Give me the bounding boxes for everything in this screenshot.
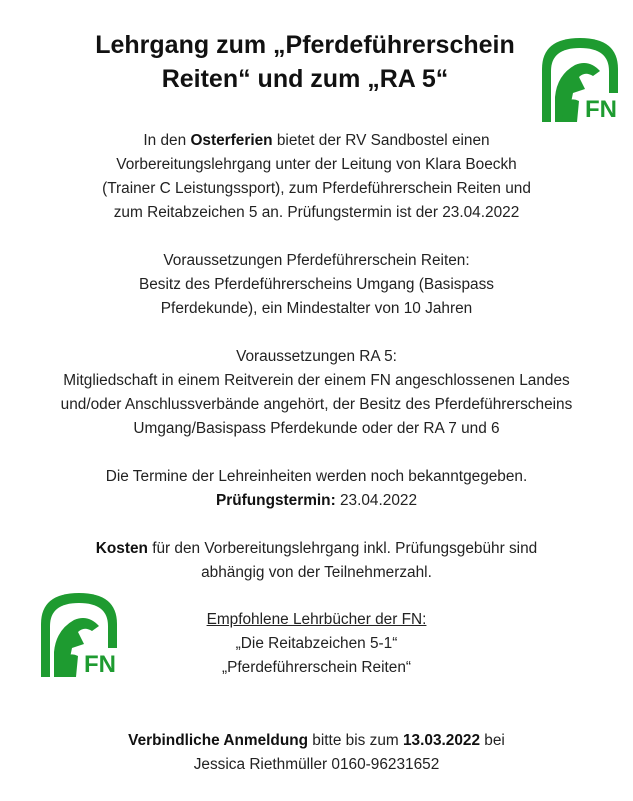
dates-paragraph	[0, 465, 633, 513]
books-paragraph	[0, 608, 633, 680]
registration-contact: Jessica Riethmüller 0160-96231652	[193, 756, 440, 773]
registration-deadline: 13.03.2022	[402, 732, 481, 749]
requirements-ra5	[0, 345, 633, 441]
registration-line-1: Verbindliche Anmeldung bitte bis zum 13.03.2022 bei	[128, 732, 505, 749]
req-pfs-line-2: Pferdekunde), ein Mindestalter von 10 Jahren	[160, 300, 473, 317]
intro-line-1: In den Osterferien bietet der RV Sandbostel einen	[143, 132, 490, 149]
books-heading: Empfohlene Lehrbücher der FN:	[206, 611, 427, 628]
intro-line-4: zum Reitabzeichen 5 an. Prüfungstermin ist der 23.04.2022	[113, 204, 520, 221]
requirements-pferdefuehrerschein	[0, 249, 633, 321]
costs-paragraph	[0, 537, 633, 585]
page-title	[70, 28, 540, 96]
registration-paragraph	[0, 729, 633, 777]
req-ra5-line-2: und/oder Anschlussverbände angehört, der Besitz des Pferdeführerscheins	[60, 396, 573, 413]
exam-date-value: 23.04.2022	[335, 492, 418, 509]
exam-date-label: Prüfungstermin:	[215, 492, 336, 509]
book-2: „Pferdeführerschein Reiten“	[221, 659, 412, 676]
intro-osterferien: Osterferien	[190, 132, 273, 149]
intro-paragraph	[0, 129, 633, 225]
dates-line-1: Die Termine der Lehreinheiten werden noch bekanntgegeben.	[105, 468, 528, 485]
req-ra5-heading: Voraussetzungen RA 5:	[236, 348, 397, 365]
title-line-2: Reiten“ und zum „RA 5“	[161, 65, 449, 93]
req-ra5-line-1: Mitgliedschaft in einem Reitverein der einem FN angeschlossenen Landes	[63, 372, 570, 389]
intro-line-2: Vorbereitungslehrgang unter der Leitung von Klara Boeckh	[116, 156, 517, 173]
fn-logo-text-bottom: FN	[84, 651, 116, 678]
costs-line-2: abhängig von der Teilnehmerzahl.	[201, 564, 432, 581]
title-line-1: Lehrgang zum „Pferdeführerschein	[95, 31, 515, 59]
book-1: „Die Reitabzeichen 5-1“	[235, 635, 398, 652]
dates-line-2	[0, 489, 633, 513]
req-pfs-heading: Voraussetzungen Pferdeführerschein Reiten:	[163, 252, 470, 269]
costs-label: Kosten	[95, 540, 148, 557]
registration-label: Verbindliche Anmeldung	[128, 732, 309, 749]
fn-logo-text: FN	[585, 96, 617, 123]
fn-logo-horse-icon	[537, 35, 623, 123]
costs-line-1: Kosten für den Vorbereitungslehrgang inkl. Prüfungsgebühr sind	[95, 540, 538, 557]
intro-line-3: (Trainer C Leistungssport), zum Pferdeführerschein Reiten und	[102, 180, 531, 197]
req-pfs-line-1: Besitz des Pferdeführerscheins Umgang (Basispass	[138, 276, 494, 293]
req-ra5-line-3: Umgang/Basispass Pferdekunde oder der RA 7 und 6	[133, 420, 500, 437]
